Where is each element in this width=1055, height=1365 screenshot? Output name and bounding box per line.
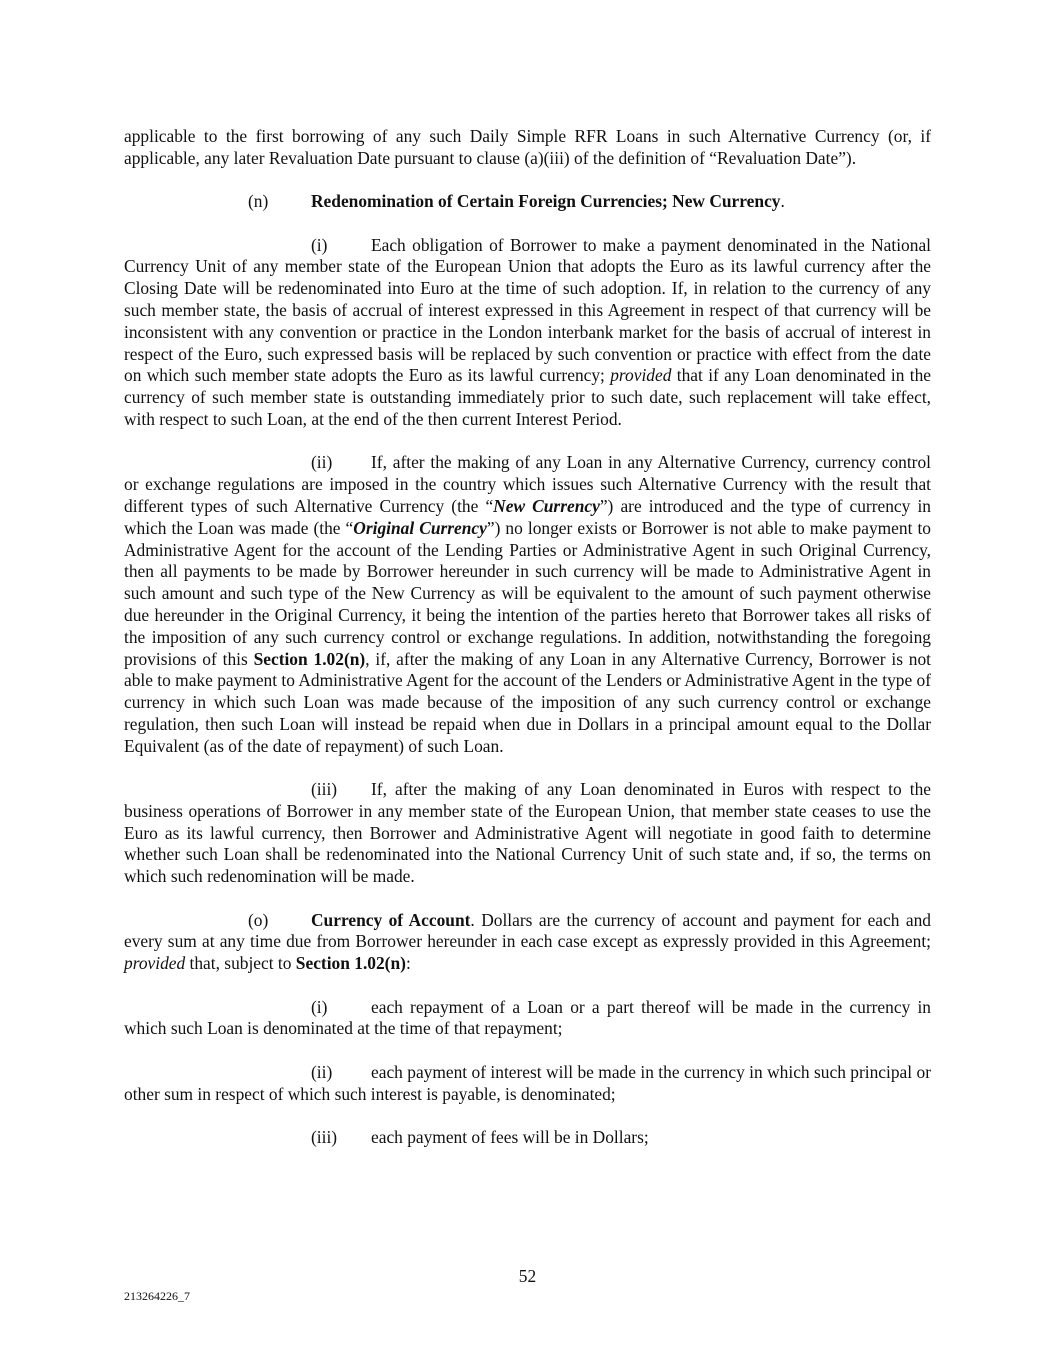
clause-n-i xyxy=(124,235,931,431)
clause-n-iii xyxy=(124,779,931,888)
defined-term-original-currency: Original Currency xyxy=(353,517,487,538)
clause-n-iii-text: If, after the making of any Loan denominated in Euros with respect to the business operations of Borrower in any member state of the European Union, that member state ceases to use the Euro as its lawful currency, then Borrower and Administrative Agent will negotiate in good faith to determine whether such Loan shall be redenominated into the National Currency Unit of such state and, if so, the terms on which such redenomination will be made. xyxy=(124,779,931,887)
clause-n-ii xyxy=(124,452,931,757)
section-n-number: (n) xyxy=(248,191,269,212)
document-id: 213264226_7 xyxy=(124,1289,190,1303)
clause-n-ii-number: (ii) xyxy=(311,452,333,473)
clause-o-i-text: each repayment of a Loan or a part thereof will be made in the currency in which such Loan is denominated at the time of that repayment; xyxy=(124,996,931,1039)
section-o-number: (o) xyxy=(248,909,269,930)
section-o-paragraph xyxy=(124,910,931,975)
section-o-reference: Section 1.02(n) xyxy=(295,953,406,974)
clause-n-ii-text-2: ”) are introduced and the type of currency in which the Loan was made (the “ xyxy=(124,495,931,538)
section-o-text-2: that, subject to xyxy=(185,953,296,974)
document-page xyxy=(124,126,931,1149)
clause-n-i-text-2: that if any Loan denominated in the currency of such member state is outstanding immediately prior to such date, such replacement will take effect, with respect to such Loan, at the end of the then current Interest Period. xyxy=(124,365,931,429)
clause-o-iii-number: (iii) xyxy=(311,1127,338,1148)
section-reference: Section 1.02(n) xyxy=(253,648,366,669)
section-n-title-period: . xyxy=(780,191,785,212)
clause-n-iii-number: (iii) xyxy=(311,779,338,800)
clause-o-ii-text: each payment of interest will be made in the currency in which such principal or other sum in respect of which such interest is payable, is denominated; xyxy=(124,1061,931,1104)
section-n-heading xyxy=(124,191,931,213)
clause-n-ii-text-3: ”) no longer exists or Borrower is not able to make payment to Administrative Agent for the account of the Lending Parties or Administrative Agent in such Original Currency, then all payments to be made by Borrower hereunder in such currency will be made to Administrative Agent in such amount and such type of the New Currency as will be equivalent to the amount of such payment otherwise due hereunder in the Original Currency, it being the intention of the parties hereto that Borrower takes all risks of the imposition of any such currency control or exchange regulations. In addition, notwithstanding the foregoing provisions of this xyxy=(124,517,931,669)
clause-n-ii-text-1: If, after the making of any Loan in any Alternative Currency, currency control or exchange regulations are imposed in the country which issues such Alternative Currency with the result that different types of such Alternative Currency (the “ xyxy=(124,452,931,516)
clause-n-i-provided: provided xyxy=(610,365,672,386)
clause-o-i-number: (i) xyxy=(311,996,328,1017)
clause-o-ii xyxy=(124,1062,931,1106)
defined-term-new-currency: New Currency xyxy=(493,495,600,516)
section-n-title: Redenomination of Certain Foreign Currencies; New Currency xyxy=(311,191,781,212)
page-number: 52 xyxy=(518,1266,537,1286)
section-o-title: Currency of Account xyxy=(311,909,471,930)
intro-paragraph: applicable to the first borrowing of any such Daily Simple RFR Loans in such Alternative Currency (or, if applicable, any later Revaluation Date pursuant to clause (a)(iii) of the definition of “Revaluation Date”). xyxy=(124,126,931,168)
section-o-text-3: : xyxy=(405,953,411,974)
clause-n-i-text-1: Each obligation of Borrower to make a payment denominated in the National Currency Unit of any member state of the European Union that adopts the Euro as its lawful currency after the Closing Date will be redenominated into Euro at the time of such adoption. If, in relation to the currency of any such member state, the basis of accrual of interest expressed in this Agreement in respect of that currency will be inconsistent with any convention or practice in the London interbank market for the basis of accrual of interest in respect of the Euro, such expressed basis will be replaced by such convention or practice with effect from the date on which such member state adopts the Euro as its lawful currency; xyxy=(124,234,931,386)
clause-o-iii xyxy=(124,1127,931,1149)
clause-o-i xyxy=(124,997,931,1041)
clause-n-ii-text-4: , if, after the making of any Loan in any Alternative Currency, Borrower is not able to make payment to Administrative Agent for the account of the Lenders or Administrative Agent in the type of currency in which such Loan was made because of the imposition of any such currency control or exchange regulation, then such Loan will instead be repaid when due in Dollars in a principal amount equal to the Dollar Equivalent (as of the date of repayment) of such Loan. xyxy=(124,648,932,756)
section-o-text-1: . Dollars are the currency of account and payment for each and every sum at any time due from Borrower hereunder in each case except as expressly provided in this Agreement; xyxy=(124,909,931,952)
clause-o-ii-number: (ii) xyxy=(311,1061,333,1082)
clause-o-iii-text: each payment of fees will be in Dollars; xyxy=(371,1127,649,1148)
clause-n-i-number: (i) xyxy=(311,234,328,255)
section-o-provided: provided xyxy=(124,953,186,974)
